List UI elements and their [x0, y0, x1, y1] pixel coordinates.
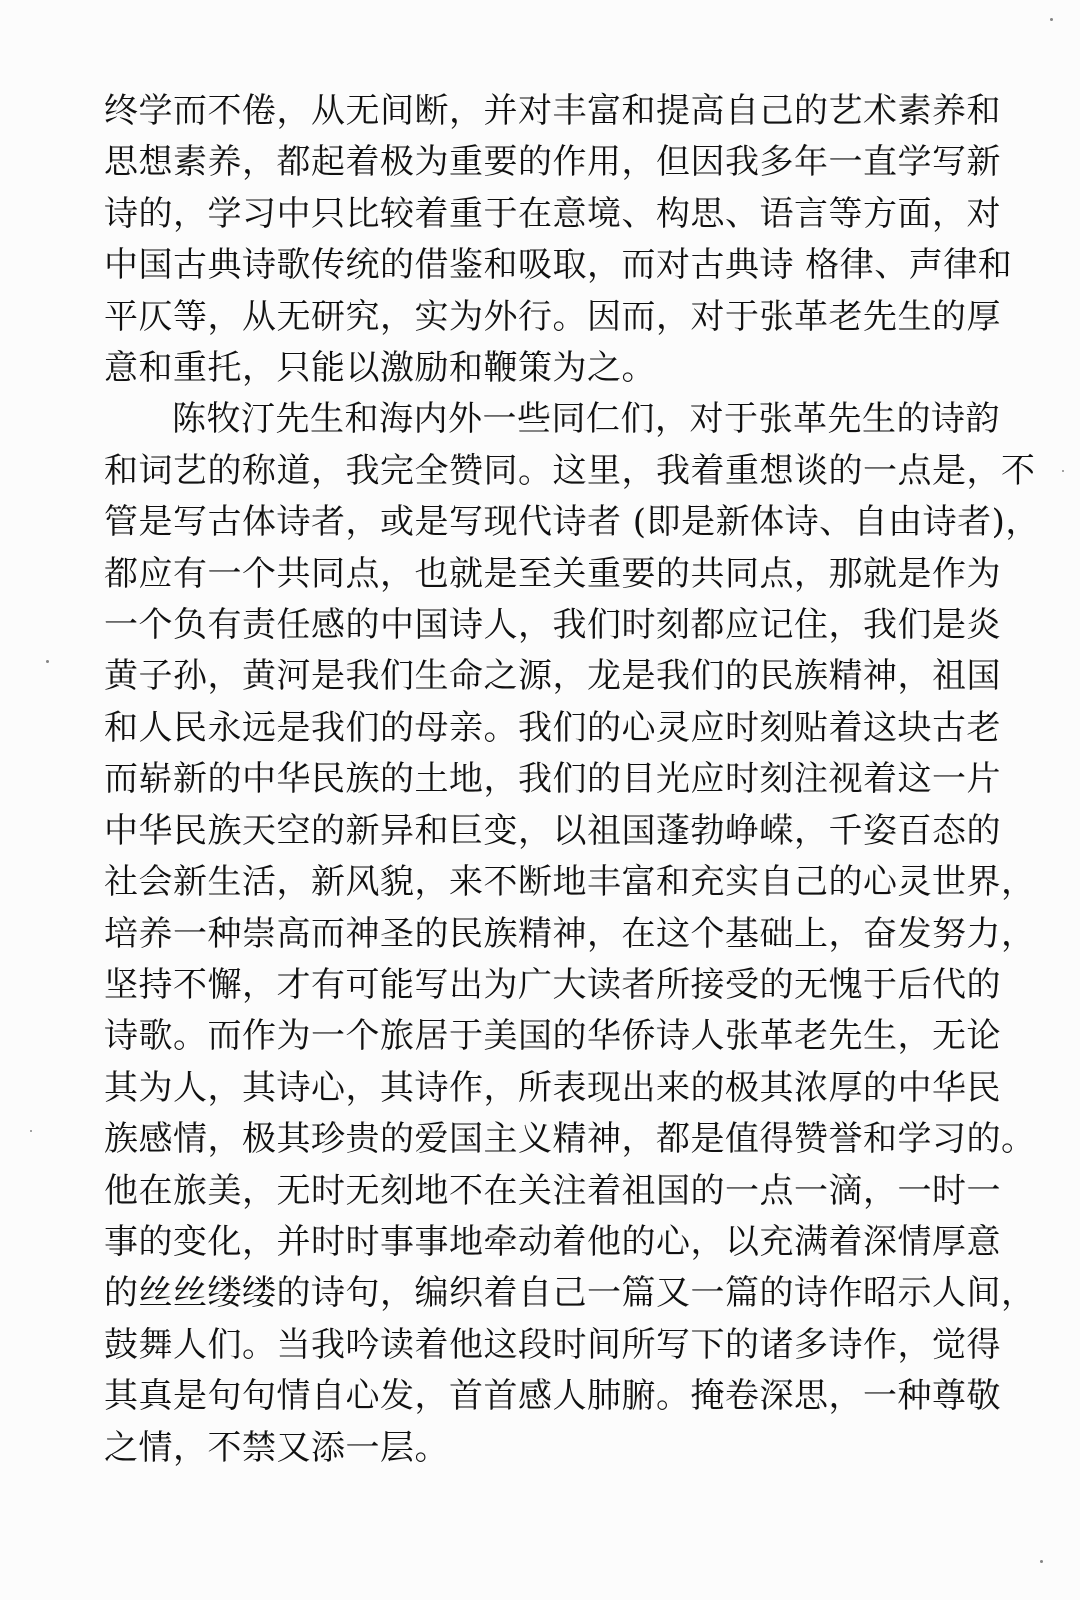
scan-speck [1050, 18, 1053, 21]
text-line: 管是写古体诗者，或是写现代诗者 (即是新体诗、自由诗者)， [104, 502, 1040, 543]
text-line: 其为人，其诗心，其诗作，所表现出来的极其浓厚的中华民 [104, 1067, 1001, 1108]
scan-speck [30, 1130, 32, 1132]
paragraph-2 [104, 394, 1040, 1474]
text-line: 思想素养，都起着极为重要的作用，但因我多年一直学写新 [104, 142, 1001, 183]
scan-speck [46, 660, 49, 663]
text-line: 坚持不懈，才有可能写出为广大读者所接受的无愧于后代的 [104, 964, 1001, 1005]
text-line: 培养一种崇高而神圣的民族精神，在这个基础上，奋发努力， [104, 913, 1036, 954]
text-line: 黄子孙，黄河是我们生命之源，龙是我们的民族精神，祖国 [104, 656, 1001, 697]
text-line: 平仄等，从无研究，实为外行。因而，对于张革老先生的厚 [104, 296, 1001, 337]
text-line: 陈牧汀先生和海内外一些同仁们，对于张革先生的诗韵 [172, 399, 1000, 440]
text-line: 终学而不倦，从无间断，并对丰富和提高自己的艺术素养和 [104, 91, 1001, 131]
text-line: 其真是句句情自心发，首首感人肺腑。掩卷深思，一种尊敬 [104, 1376, 1001, 1417]
text-line: 之情，不禁又添一层。 [104, 1427, 449, 1468]
text-line: 中国古典诗歌传统的借鉴和吸取，而对古典诗 格律、声律和 [104, 245, 1013, 286]
text-line: 和词艺的称道，我完全赞同。这里，我着重想谈的一点是，不 [104, 450, 1036, 491]
text-line: 社会新生活，新风貌，来不断地丰富和充实自己的心灵世界， [104, 862, 1036, 903]
text-line: 诗歌。而作为一个旅居于美国的华侨诗人张革老先生，无论 [104, 1016, 1001, 1057]
text-line: 他在旅美，无时无刻地不在关注着祖国的一点一滴，一时一 [104, 1170, 1001, 1211]
text-line: 族感情，极其珍贵的爱国主义精神，都是值得赞誉和学习的。 [104, 1119, 1036, 1160]
scan-speck [1040, 1560, 1043, 1563]
text-line: 事的变化，并时时事事地牵动着他的心，以充满着深情厚意 [104, 1221, 1001, 1262]
text-line: 中华民族天空的新异和巨变，以祖国蓬勃峥嵘，千姿百态的 [104, 810, 1001, 851]
text-line: 和人民永远是我们的母亲。我们的心灵应时刻贴着这块古老 [104, 707, 1001, 748]
text-line: 一个负有责任感的中国诗人，我们时刻都应记住，我们是炎 [104, 605, 1001, 646]
text-line: 都应有一个共同点，也就是至关重要的共同点，那就是作为 [104, 553, 1001, 594]
paragraph-1 [104, 86, 1013, 394]
text-line: 诗的，学习中只比较着重于在意境、构思、语言等方面，对 [104, 193, 1001, 234]
text-line: 的丝丝缕缕的诗句，编织着自己一篇又一篇的诗作昭示人间， [104, 1273, 1036, 1314]
text-line: 而崭新的中华民族的土地，我们的目光应时刻注视着这一片 [104, 759, 1001, 800]
scan-speck [1062, 470, 1064, 472]
text-line: 意和重托，只能以激励和鞭策为之。 [104, 348, 656, 389]
text-line: 鼓舞人们。当我吟读着他这段时间所写下的诸多诗作，觉得 [104, 1324, 1001, 1365]
